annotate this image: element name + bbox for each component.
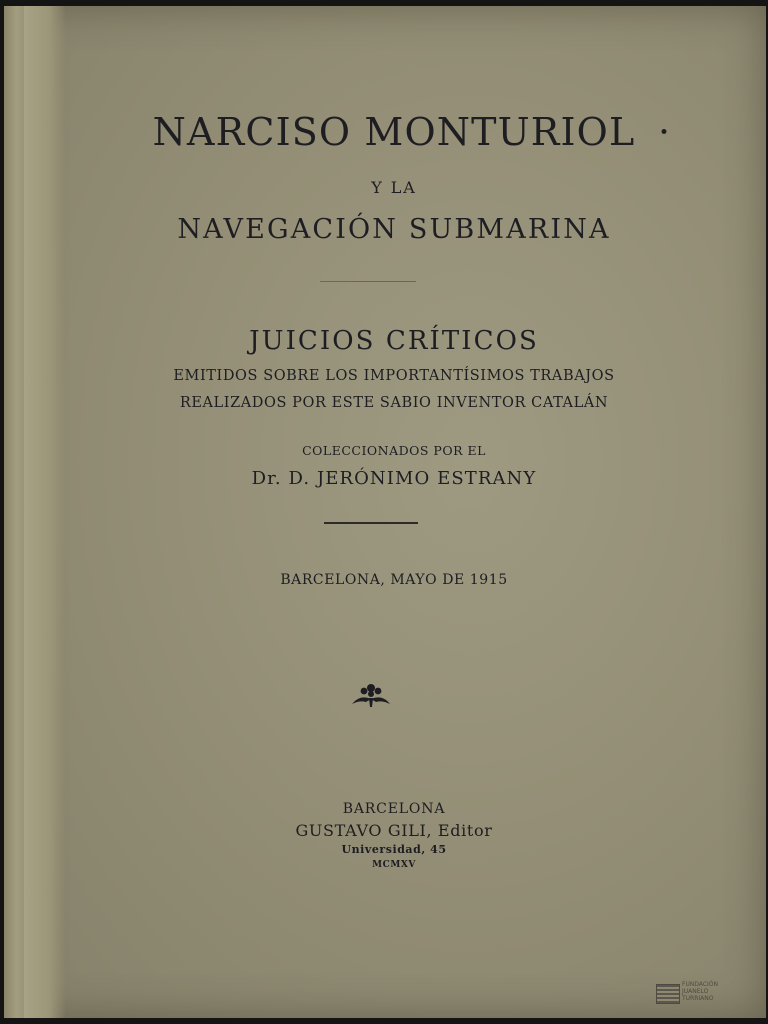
imprint-publisher: GUSTAVO GILI, Editor (295, 821, 493, 840)
stamp-text (682, 981, 718, 1002)
stamp-logo-icon (656, 984, 680, 1004)
subtitle: JUICIOS CRÍTICOS (249, 326, 539, 356)
place-date: BARCELONA, MAYO DE 1915 (280, 572, 508, 588)
imprint-city: BARCELONA (342, 801, 446, 817)
description-line-2: REALIZADOS POR ESTE SABIO INVENTOR CATALÁN (179, 395, 609, 411)
floral-ornament-icon (350, 680, 392, 710)
title-line-1 (24, 110, 764, 154)
title-conjunction: Y LA (371, 178, 417, 197)
divider-rule-top (320, 281, 416, 282)
stamp-line-1: FUNDACIÓN (682, 981, 719, 988)
editor-name: Dr. D. JERÓNIMO ESTRANY (251, 468, 537, 489)
cover-content (24, 6, 764, 1018)
stamp-line-2: JUANELO (682, 988, 709, 995)
imprint-address: Universidad, 45 (341, 843, 447, 856)
collected-by-label: COLECCIONADOS POR EL (302, 443, 486, 458)
title-line-2: NAVEGACIÓN SUBMARINA (177, 214, 611, 245)
title-mark: · (658, 110, 672, 154)
title-main-text: NARCISO MONTURIOL (152, 110, 636, 154)
divider-rule-bottom (324, 522, 418, 524)
imprint-year: MCMXV (372, 860, 416, 870)
description-line-1: EMITIDOS SOBRE LOS IMPORTANTÍSIMOS TRABAJOS (173, 368, 615, 384)
library-stamp (656, 975, 736, 1005)
stamp-line-3: TURRIANO (682, 995, 714, 1002)
